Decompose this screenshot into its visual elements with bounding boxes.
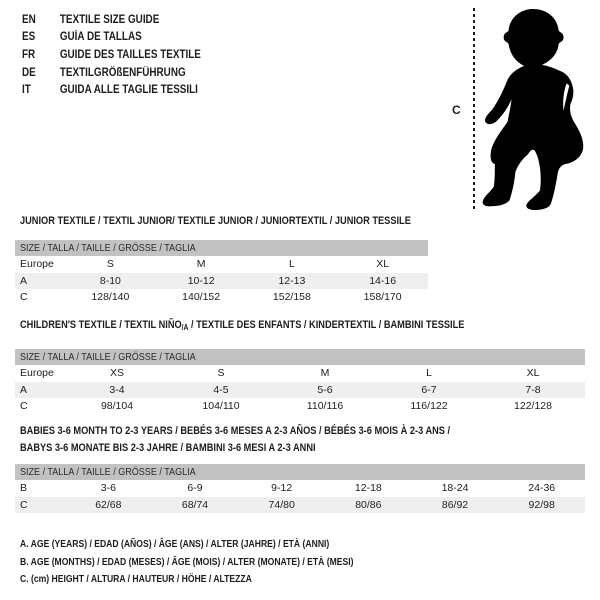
table-row: B 3-6 6-9 9-12 12-18 18-24 24-36	[15, 480, 585, 497]
guide-title-it: GUIDA ALLE TAGLIE TESSILI	[59, 84, 198, 97]
table-row: A 8-10 10-12 12-13 14-16	[15, 273, 428, 290]
guide-title-de: TEXTILGRÖßENFÜHRUNG	[59, 66, 186, 79]
row-label: Europe	[20, 367, 54, 380]
children-size-table	[15, 349, 585, 415]
height-measure-label: C	[452, 103, 461, 117]
guide-title-fr: GUIDE DES TAILLES TEXTILE	[59, 48, 201, 61]
language-row-de	[22, 64, 201, 82]
language-row-en	[22, 11, 201, 29]
legend-footnotes	[20, 536, 408, 589]
table-row: Europe XS S M L XL	[15, 365, 585, 382]
row-label: Europe	[20, 258, 54, 271]
size-header-bar: SIZE / TALLA / TAILLE / GRÖSSE / TAGLIA	[15, 240, 428, 256]
size-header-bar: SIZE / TALLA / TAILLE / GRÖSSE / TAGLIA	[15, 349, 585, 365]
table-row: Europe S M L XL	[15, 256, 428, 273]
table-row: A 3-4 4-5 5-6 6-7 7-8	[15, 382, 585, 399]
junior-size-table	[15, 240, 428, 306]
language-code: IT	[22, 84, 31, 97]
row-label: B	[20, 482, 28, 495]
row-label: C	[20, 400, 28, 413]
size-header-bar: SIZE / TALLA / TAILLE / GRÖSSE / TAGLIA	[15, 464, 585, 480]
language-code: ES	[22, 31, 36, 44]
row-label: C	[20, 498, 28, 511]
table-row: C 62/68 68/74 74/80 80/86 86/92 92/98	[15, 497, 585, 514]
guide-title-en: TEXTILE SIZE GUIDE	[59, 13, 160, 26]
language-row-fr	[22, 46, 201, 64]
row-label: A	[20, 274, 28, 287]
table-row: C 98/104 104/110 110/116 116/122 122/128	[15, 398, 585, 415]
row-label: C	[20, 291, 28, 304]
language-code: DE	[22, 66, 36, 79]
section-title-babies-line2: BABYS 3-6 MONATE BIS 2-3 JAHRE / BAMBINI 3-6 MESI A 2-3 ANNI	[20, 442, 316, 454]
language-row-es	[22, 29, 201, 47]
table-row: C 128/140 140/152 152/158 158/170	[15, 289, 428, 306]
section-title-babies-line1: BABIES 3-6 MONTH TO 2-3 YEARS / BEBÉS 3-6 MESES A 2-3 AÑOS / BÉBÉS 3-6 MOIS À 2-3 ANS /	[20, 425, 451, 437]
footnote-a: A. AGE (YEARS) / EDAD (AÑOS) / ÂGE (ANS) / ALTER (JAHRE) / ETÀ (ANNI)	[20, 539, 330, 551]
language-code: FR	[22, 48, 36, 61]
language-row-it	[22, 81, 201, 99]
footnote-c: C. (cm) HEIGHT / ALTURA / HAUTEUR / HÖHE / ALTEZZA	[20, 574, 252, 586]
babies-size-table	[15, 464, 585, 513]
language-title-block	[22, 11, 230, 99]
footnote-b: B. AGE (MONTHS) / EDAD (MESES) / ÂGE (MOIS) / ALTER (MONATE) / ETÀ (MESI)	[20, 556, 354, 568]
section-title-children: CHILDREN'S TEXTILE / TEXTIL NIÑO/A / TEXTILE DES ENFANTS / KINDERTEXTIL / BAMBINI TESSILE	[20, 319, 465, 332]
section-title-junior: JUNIOR TEXTILE / TEXTIL JUNIOR/ TEXTILE JUNIOR / JUNIORTEXTIL / JUNIOR TESSILE	[20, 215, 411, 227]
language-code: EN	[22, 13, 36, 26]
guide-title-es: GUÍA DE TALLAS	[59, 31, 142, 44]
row-label: A	[20, 383, 28, 396]
height-measure-line	[473, 8, 475, 212]
toddler-silhouette-icon	[480, 7, 598, 213]
